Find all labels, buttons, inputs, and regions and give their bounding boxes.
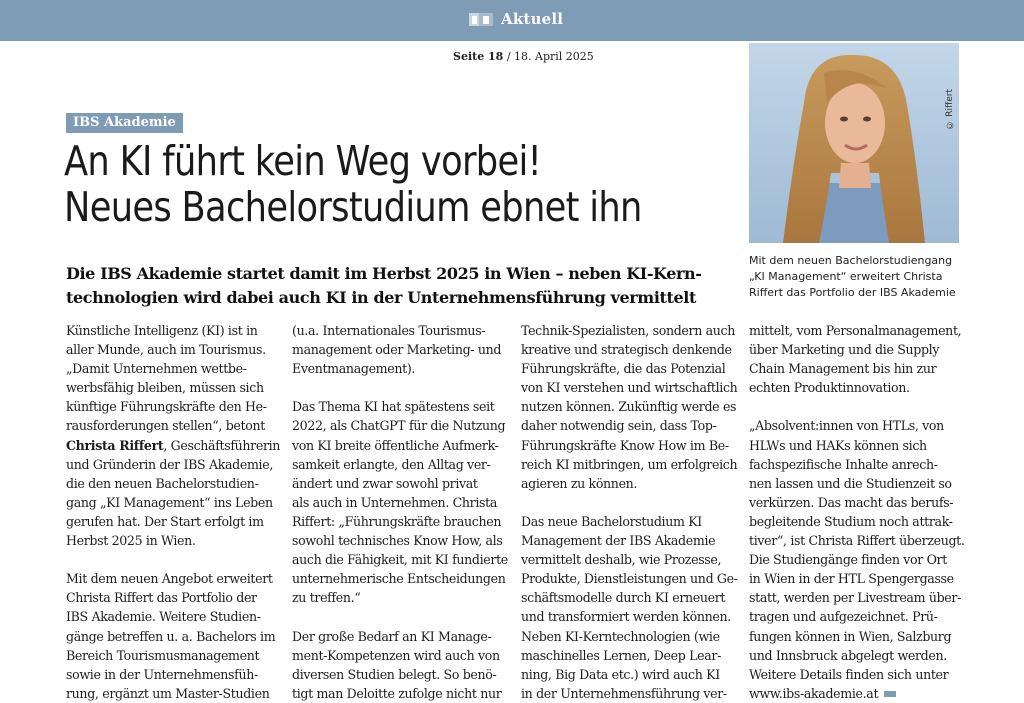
body-text-line: (u.a. Internationales Tourismus- — [292, 323, 486, 338]
paragraph-break — [66, 550, 284, 569]
body-text-line: 2022, als ChatGPT für die Nutzung — [292, 418, 506, 434]
caption-line: Riffert das Portfolio der IBS Akademie — [749, 286, 956, 299]
body-text-line: schäftsmodelle durch KI erneuert — [521, 590, 726, 606]
body-column-2 — [292, 321, 510, 703]
body-text-line: IBS Akademie. Weitere Studien- — [66, 609, 261, 625]
issue-date: / 18. April 2025 — [503, 50, 594, 63]
photo-credit: © Riffert — [945, 89, 955, 130]
body-text-line: begleitende Studium noch attrak- — [749, 513, 953, 529]
caption-line: Mit dem neuen Bachelorstudiengang — [749, 254, 953, 267]
body-text-line: zu treffen.“ — [292, 590, 361, 606]
body-text-line: in der Unternehmensführung ver- — [521, 685, 727, 701]
body-text-line: statt, werden per Livestream über- — [749, 590, 961, 606]
body-text-line: echten Produktinnovation. — [749, 380, 910, 396]
body-text-line: mittelt, vom Personalmanagement, — [749, 323, 962, 338]
body-text-line: diversen Studien belegt. So benö- — [292, 666, 497, 682]
body-text-line: daher notwendig sein, dass Top- — [521, 418, 717, 434]
body-text-line: verkürzen. Das macht das berufs- — [749, 494, 954, 510]
section-header-bar — [0, 0, 1024, 41]
body-column-3 — [521, 321, 739, 703]
body-text-line: und transformiert werden können. — [521, 609, 731, 625]
caption-line: „KI Management“ erweitert Christa — [749, 270, 943, 283]
body-text-line: Neben KI-Kerntechnologien (wie — [521, 628, 720, 644]
standfirst-line: Die IBS Akademie startet damit im Herbst 2025 in Wien – neben KI-Kern- — [66, 264, 702, 283]
body-text-line: aller Munde, auch im Tourismus. — [66, 342, 266, 358]
body-text-line: Produkte, Dienstleistungen und Ge- — [521, 571, 738, 587]
body-text-line: reich KI mitbringen, um erfolgreich — [521, 456, 738, 472]
body-text-line: maschinelles Lernen, Deep Lear- — [521, 647, 721, 663]
body-text-line: werbsfähig bleiben, müssen sich — [66, 380, 264, 396]
body-text-line: gänge betreffen u. a. Bachelors im — [66, 628, 276, 644]
body-text-line: Mit dem neuen Angebot erweitert — [66, 571, 273, 587]
body-text-line: ändert und zwar sowohl privat — [292, 475, 478, 491]
paragraph-break — [292, 607, 510, 626]
body-text-line: ment-Kompetenzen wird auch von — [292, 647, 500, 663]
body-text-line: von KI breite öffentliche Aufmerk- — [292, 437, 499, 453]
page-date-line — [453, 50, 594, 63]
body-text-line: agieren zu können. — [521, 475, 638, 491]
body-text-line: Chain Management bis hin zur — [749, 361, 937, 377]
body-text-line: fachspezifische Inhalte anrech- — [749, 456, 938, 472]
body-text-line: Künstliche Intelligenz (KI) ist in — [66, 323, 258, 338]
body-text-line: und Gründerin der IBS Akademie, — [66, 456, 273, 472]
body-text-line: rung, ergänzt um Master-Studien — [66, 685, 270, 701]
portrait-image — [749, 43, 959, 243]
body-text-line: unternehmerische Entscheidungen — [292, 571, 506, 587]
publication-logo-icon — [469, 12, 493, 28]
body-text-line: Das neue Bachelorstudium KI — [521, 513, 702, 529]
body-text-line: samkeit erlangte, den Alltag ver- — [292, 456, 491, 472]
body-text-line: Führungskräfte Know How im Be- — [521, 437, 729, 453]
body-text-line: Management der IBS Akademie — [521, 533, 716, 549]
standfirst-line: technologien wird dabei auch KI in der Unternehmensführung vermittelt — [66, 288, 696, 307]
body-text-line: www.ibs-akademie.at — [749, 684, 967, 703]
body-text-line: management oder Marketing- und — [292, 342, 502, 358]
category-tag: IBS Akademie — [66, 113, 183, 133]
article-standfirst — [66, 262, 756, 310]
body-text-line: tiver“, ist Christa Riffert überzeugt. — [749, 533, 965, 549]
body-column-4 — [749, 321, 967, 703]
paragraph-break — [292, 378, 510, 397]
body-text-line: HLWs und HAKs können sich — [749, 437, 927, 453]
body-text-line: in Wien in der HTL Spengergasse — [749, 571, 954, 587]
body-text-line: Eventmanagement). — [292, 361, 416, 377]
body-text-line: Weitere Details finden sich unter — [749, 666, 949, 682]
body-text-line: Das Thema KI hat spätestens seit — [292, 399, 495, 415]
body-text-line: von KI verstehen und wirtschaftlich — [521, 380, 738, 396]
body-text-line: tigt man Deloitte zufolge nicht nur — [292, 685, 502, 701]
photo-caption — [749, 253, 974, 301]
body-text-line: Führungskräfte, die das Potenzial — [521, 361, 726, 377]
body-text-line: kreative und strategisch denkende — [521, 342, 732, 358]
body-text-line: tragen und aufgezeichnet. Prü- — [749, 609, 938, 625]
body-text-line: Herbst 2025 in Wien. — [66, 533, 196, 549]
body-text-line: vermittelt deshalb, wie Prozesse, — [521, 552, 722, 568]
body-text-line: auch die Fähigkeit, mit KI fundierte — [292, 552, 508, 568]
body-text-line: Die Studiengänge finden vor Ort — [749, 552, 947, 568]
body-text-line: Christa Riffert das Portfolio der — [66, 590, 257, 606]
body-column-1 — [66, 321, 284, 703]
body-text-line: künftige Führungskräfte den He- — [66, 399, 267, 415]
end-of-article-mark — [884, 691, 896, 697]
body-text-line: rausforderungen stellen“, betont — [66, 418, 265, 434]
body-text-line: Bereich Tourismusmanagement — [66, 647, 260, 663]
body-text-line: Technik-Spezialisten, sondern auch — [521, 323, 735, 338]
body-text-line: ning, Big Data etc.) wird auch KI — [521, 666, 720, 682]
paragraph-break — [521, 493, 739, 512]
body-text-line: gerufen hat. Der Start erfolgt im — [66, 513, 264, 529]
page-number: Seite 18 — [453, 50, 504, 63]
body-text-line: nutzen können. Zukünftig werde es — [521, 399, 737, 415]
section-title: Aktuell — [501, 10, 564, 28]
body-text-line: fungen können in Wien, Salzburg — [749, 628, 952, 644]
body-text-line: die den neuen Bachelorstudien- — [66, 475, 259, 491]
body-text-line: nen lassen und die Studienzeit so — [749, 475, 952, 491]
body-text-line: sowohl technisches Know How, als — [292, 533, 503, 549]
article-headline — [64, 138, 649, 230]
body-text-line: sowie in der Unternehmensfüh- — [66, 666, 258, 682]
body-text-line: und Innsbruck abgelegt werden. — [749, 647, 947, 663]
body-text-line: als auch in Unternehmen. Christa — [292, 494, 498, 510]
person-name: Christa Riffert — [66, 437, 164, 453]
body-text-line: gang „KI Management“ ins Leben — [66, 494, 273, 510]
body-text-line: Riffert: „Führungskräfte brauchen — [292, 513, 502, 529]
paragraph-break — [749, 397, 967, 416]
portrait-photo — [749, 43, 959, 243]
body-text-line: Christa Riffert, Geschäftsführerin — [66, 437, 281, 453]
body-text-line: „Damit Unternehmen wettbe- — [66, 361, 247, 377]
body-text-line: über Marketing und die Supply — [749, 342, 940, 358]
body-text-line: Der große Bedarf an KI Manage- — [292, 628, 492, 644]
headline-line: An KI führt kein Weg vorbei! — [64, 137, 542, 185]
body-text-line: „Absolvent:innen von HTLs, von — [749, 418, 944, 434]
headline-line: Neues Bachelorstudium ebnet ihn — [64, 183, 642, 231]
